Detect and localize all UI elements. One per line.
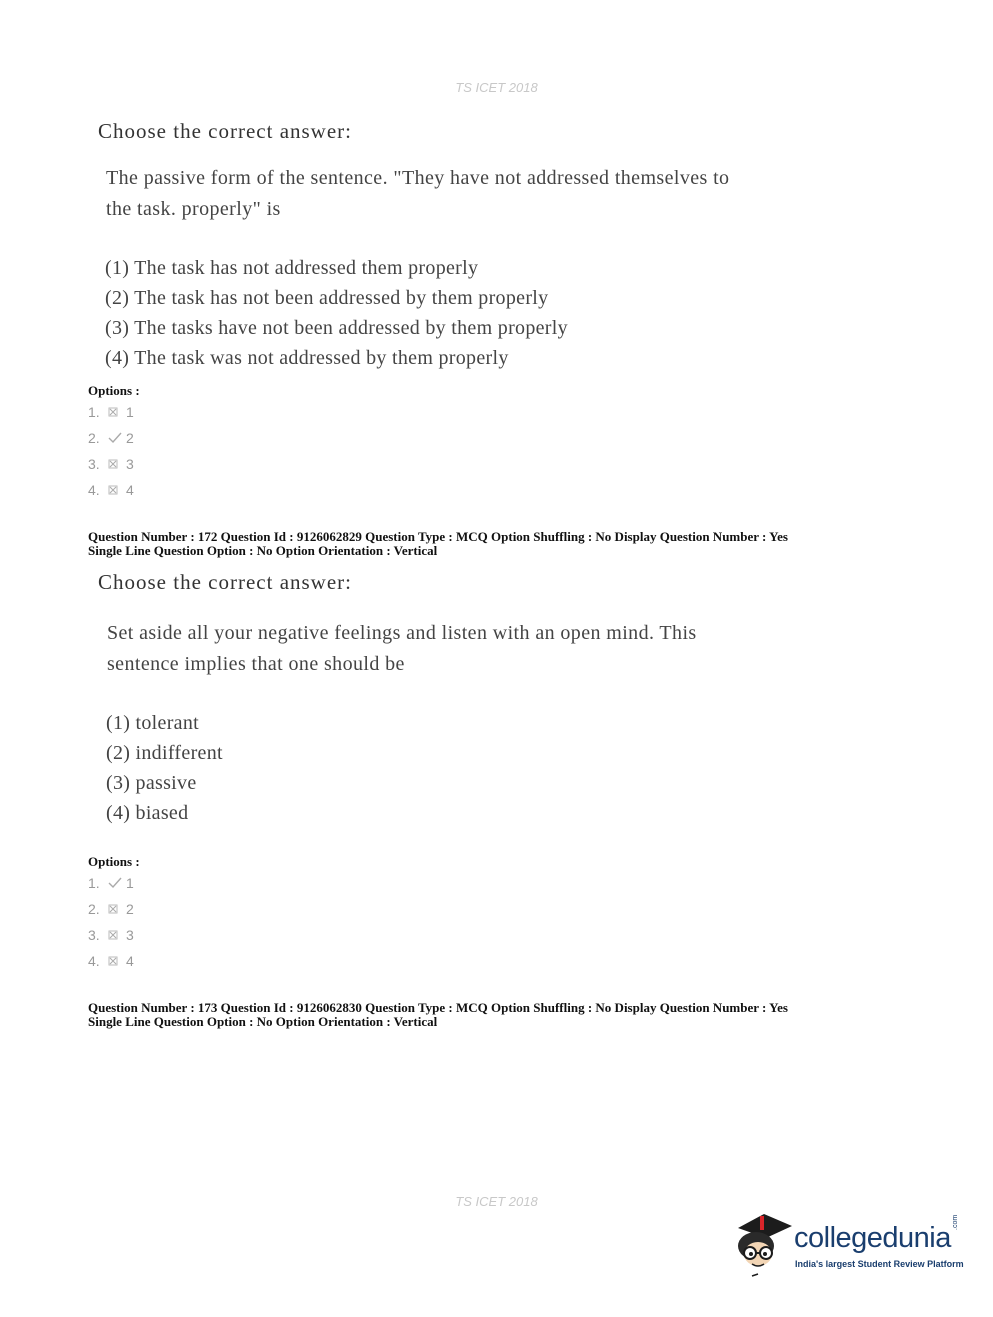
q2-choice-1: (1) tolerant (106, 712, 200, 734)
option-value: 3 (126, 927, 134, 943)
option-value: 1 (126, 404, 134, 420)
cross-icon (108, 485, 126, 495)
option-number: 4. (88, 482, 100, 498)
option-number: 2. (88, 901, 100, 917)
q1-choices (105, 253, 568, 373)
check-icon (108, 877, 126, 889)
option-value: 4 (126, 482, 134, 498)
q2-meta (88, 1001, 788, 1029)
option-number: 3. (88, 456, 100, 472)
q1-meta-line-2: Single Line Question Option : No Option Orientation : Vertical (88, 543, 438, 558)
logo-wordmark: collegedunia (794, 1222, 951, 1254)
q1-option-2 (88, 425, 134, 451)
q2-meta-line-1: Question Number : 173 Question Id : 9126062830 Question Type : MCQ Option Shuffling : No Display Question Number : Yes (88, 1000, 788, 1015)
option-value: 2 (126, 430, 134, 446)
q2-options-list (88, 870, 134, 974)
cross-icon (108, 407, 126, 417)
q2-question-text (107, 618, 697, 680)
q2-text-line-1: Set aside all your negative feelings and listen with an open mind. This (107, 622, 697, 644)
option-number: 2. (88, 430, 100, 446)
option-number: 4. (88, 953, 100, 969)
q1-options-list (88, 399, 134, 503)
collegedunia-logo (734, 1210, 964, 1280)
q1-choice-3: (3) The tasks have not been addressed by them properly (105, 317, 568, 339)
cross-icon (108, 904, 126, 914)
option-value: 1 (126, 875, 134, 891)
option-number: 1. (88, 875, 100, 891)
q2-choice-2: (2) indifferent (106, 742, 223, 764)
q1-choice-2: (2) The task has not been addressed by them properly (105, 287, 549, 309)
q2-meta-line-2: Single Line Question Option : No Option Orientation : Vertical (88, 1014, 438, 1029)
q1-option-1 (88, 399, 134, 425)
q2-text-line-2: sentence implies that one should be (107, 653, 405, 675)
q1-text-line-1: The passive form of the sentence. "They have not addressed themselves to (106, 167, 730, 189)
q1-meta-line-1: Question Number : 172 Question Id : 9126062829 Question Type : MCQ Option Shuffling : No Display Question Number : Yes (88, 529, 788, 544)
q1-choice-1: (1) The task has not addressed them properly (105, 257, 479, 279)
q2-choices (106, 708, 223, 828)
q2-choice-3: (3) passive (106, 772, 197, 794)
option-value: 3 (126, 456, 134, 472)
option-number: 1. (88, 404, 100, 420)
q1-heading: Choose the correct answer: (98, 119, 352, 143)
watermark-top: TS ICET 2018 (455, 80, 538, 95)
q2-option-4 (88, 948, 134, 974)
q2-option-1 (88, 870, 134, 896)
q2-option-3 (88, 922, 134, 948)
q1-option-3 (88, 451, 134, 477)
q2-choice-4: (4) biased (106, 802, 189, 824)
q1-meta (88, 530, 788, 558)
q1-question-text (106, 163, 729, 225)
option-value: 2 (126, 901, 134, 917)
cross-icon (108, 956, 126, 966)
q2-options-label: Options : (88, 854, 140, 869)
q1-choice-4: (4) The task was not addressed by them properly (105, 347, 509, 369)
logo-suffix: .com (952, 1214, 959, 1230)
mascot-icon (734, 1210, 796, 1280)
watermark-bottom: TS ICET 2018 (455, 1194, 538, 1209)
q1-options-label: Options : (88, 383, 140, 398)
q2-option-2 (88, 896, 134, 922)
q1-option-4 (88, 477, 134, 503)
q2-heading: Choose the correct answer: (98, 570, 352, 594)
option-value: 4 (126, 953, 134, 969)
cross-icon (108, 930, 126, 940)
check-icon (108, 432, 126, 444)
option-number: 3. (88, 927, 100, 943)
cross-icon (108, 459, 126, 469)
logo-tagline: India's largest Student Review Platform (795, 1259, 964, 1269)
q1-text-line-2: the task. properly" is (106, 198, 281, 220)
